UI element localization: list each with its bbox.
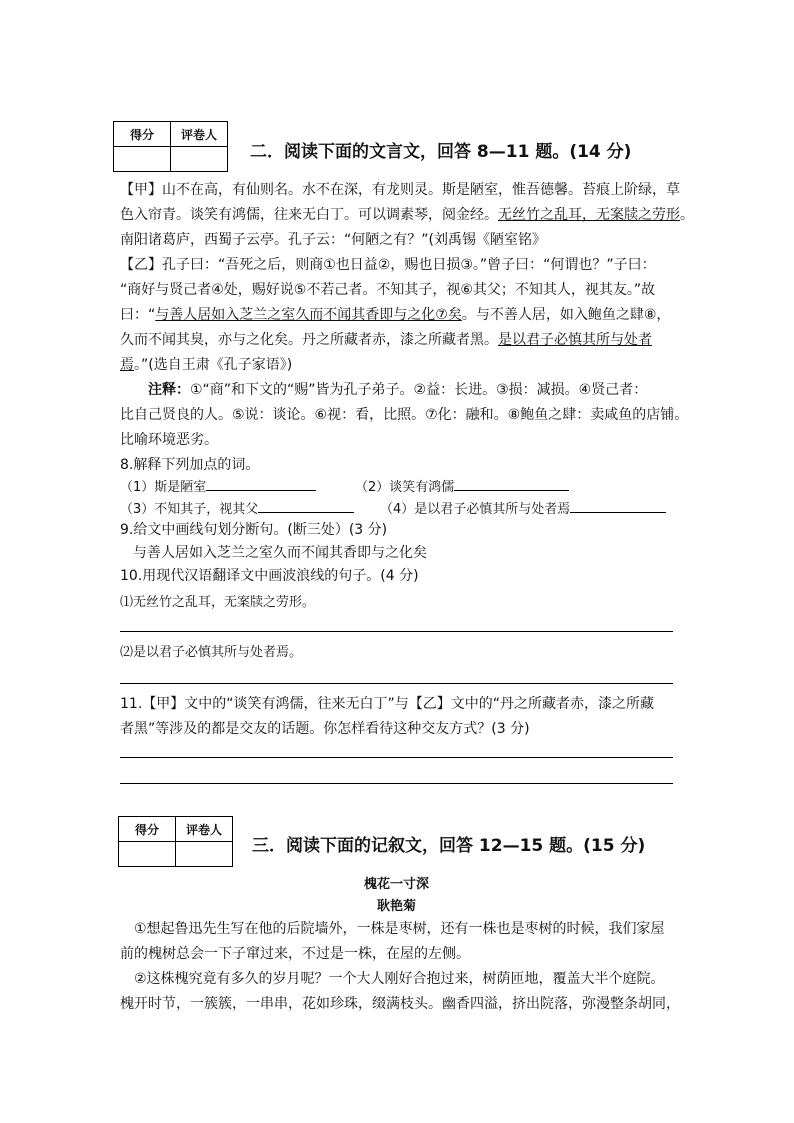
score-box-section3 xyxy=(118,816,233,867)
q9-sentence: 与善人居如入芝兰之室久而不闻其香即与之化矣 xyxy=(133,545,427,561)
yi-underlined-sentence: 与善人居如入芝兰之室久而不闻其香即与之化⑦矣 xyxy=(155,307,462,323)
grader-cell[interactable] xyxy=(176,842,233,867)
q10-title: 10.用现代汉语翻译文中画波浪线的句子。(4 分) xyxy=(120,568,419,584)
story-author: 耿艳菊 xyxy=(376,899,416,914)
yi-line-5b: 。”(选自王肃《孔子家语》) xyxy=(134,357,293,373)
jia-line-1: 【甲】山不在高，有仙则名。水不在深，有龙则灵。斯是陋室，惟吾德馨。苔痕上阶绿，草 xyxy=(120,182,680,198)
jia-line-2c: 。 xyxy=(680,207,694,223)
yi-line-1: 【乙】孔子曰：“吾死之后，则商①也日益②，赐也日损③。”曾子曰：“何谓也？”子曰： xyxy=(120,257,656,273)
score-box-section2 xyxy=(113,121,228,172)
grader-label: 评卷人 xyxy=(176,817,233,842)
yi-line-4a: 久而不闻其臭，亦与之化矣。丹之所藏者赤，漆之所藏者黑。 xyxy=(120,332,498,348)
notes-line-3: 比喻环境恶劣。 xyxy=(120,432,218,448)
q8-item-1-text: （1）斯是陋室 xyxy=(120,480,207,495)
q9-title: 9.给文中画线句划分断句。(断三处）(3 分) xyxy=(120,522,388,538)
jia-line-2 xyxy=(120,203,694,227)
q8-answer-3[interactable] xyxy=(258,496,354,513)
notes-label: 注释： xyxy=(148,382,190,398)
section2-title: 二．阅读下面的文言文，回答 8—11 题。(14 分) xyxy=(250,142,632,162)
q11-answer-line-1[interactable] xyxy=(120,757,673,758)
q10-sentence-2: ⑵是以君子必慎其所与处者焉。 xyxy=(120,645,303,660)
score-label: 得分 xyxy=(119,817,176,842)
jia-line-2a: 色入帘青。谈笑有鸿儒，往来无白丁。可以调素琴，阅金经。 xyxy=(120,207,498,223)
story-title: 槐花一寸深 xyxy=(363,877,429,892)
jia-line-3: 南阳诸葛庐，西蜀子云亭。孔子云：“何陋之有？”(刘禹锡《陋室铭》 xyxy=(120,232,546,248)
q10-answer-line-2[interactable] xyxy=(120,683,673,684)
q10-answer-line-1[interactable] xyxy=(120,631,673,632)
q8-answer-4[interactable] xyxy=(570,496,666,513)
q10-sentence-1: ⑴无丝竹之乱耳，无案牍之劳形。 xyxy=(120,595,316,610)
story-p2-line-2: 槐开时节，一簇簇，一串串，花如珍珠，缀满枝头。幽香四溢，挤出院落，弥漫整条胡同， xyxy=(120,996,680,1012)
yi-line-3 xyxy=(120,303,670,327)
q11-line-1: 11.【甲】文中的“谈笑有鸿儒，往来无白丁”与【乙】文中的“丹之所藏者赤，漆之所藏 xyxy=(120,696,655,712)
score-cell[interactable] xyxy=(119,842,176,867)
notes-text-1: ①“商”和下文的“赐”皆为孔子弟子。②益：长进。③损：减损。④贤己者： xyxy=(190,382,648,398)
section3-title: 三．阅读下面的记叙文，回答 12—15 题。(15 分) xyxy=(252,836,646,856)
q11-line-2: 者黑”等涉及的都是交友的话题。你怎样看待这种交友方式？(3 分) xyxy=(120,721,530,737)
story-p1-line-1: ①想起鲁迅先生写在他的后院墙外，一株是枣树，还有一株也是枣树的时候，我们家屋 xyxy=(134,921,665,937)
story-p2-line-1: ②这株槐究竟有多久的岁月呢？一个大人刚好合抱过来，树荫匝地，覆盖大半个庭院。 xyxy=(134,971,665,987)
yi-line-5 xyxy=(120,353,292,377)
yi-wavy-sentence-part1: 是以君子必慎其所与处者 xyxy=(498,332,652,348)
story-p1-line-2: 前的槐树总会一下子窜过来，不过是一株，在屋的左侧。 xyxy=(120,946,470,962)
yi-line-3c: 。与不善人居，如入鲍鱼之肆⑧， xyxy=(461,307,671,323)
q8-item-4 xyxy=(380,496,666,522)
q8-item-3-text: （3）不知其子，视其父 xyxy=(120,502,259,517)
yi-wavy-sentence-part2: 焉 xyxy=(120,357,134,373)
notes-line-1 xyxy=(148,378,647,402)
q8-item-4-text: （4）是以君子必慎其所与处者焉 xyxy=(380,502,571,517)
score-label: 得分 xyxy=(114,122,171,147)
score-cell[interactable] xyxy=(114,147,171,172)
q8-answer-1[interactable] xyxy=(206,474,316,491)
yi-line-4 xyxy=(120,328,652,352)
yi-line-2: “商好与贤己者④处，赐好说⑤不若己者。不知其子，视⑥其父；不知其人，视其友。”故 xyxy=(120,282,656,298)
yi-line-3a: 曰：“ xyxy=(120,307,156,323)
q8-answer-2[interactable] xyxy=(454,474,569,491)
notes-line-2: 比自己贤良的人。⑤说：谈论。⑥视：看，比照。⑦化：融和。⑧鲍鱼之肆：卖咸鱼的店铺。 xyxy=(120,407,689,423)
q11-answer-line-2[interactable] xyxy=(120,783,673,784)
q8-title: 8.解释下列加点的词。 xyxy=(120,457,260,473)
grader-label: 评卷人 xyxy=(171,122,228,147)
jia-wavy-sentence: 无丝竹之乱耳，无案牍之劳形 xyxy=(498,207,680,223)
q8-item-2-text: （2）谈笑有鸿儒 xyxy=(355,480,455,495)
grader-cell[interactable] xyxy=(171,147,228,172)
